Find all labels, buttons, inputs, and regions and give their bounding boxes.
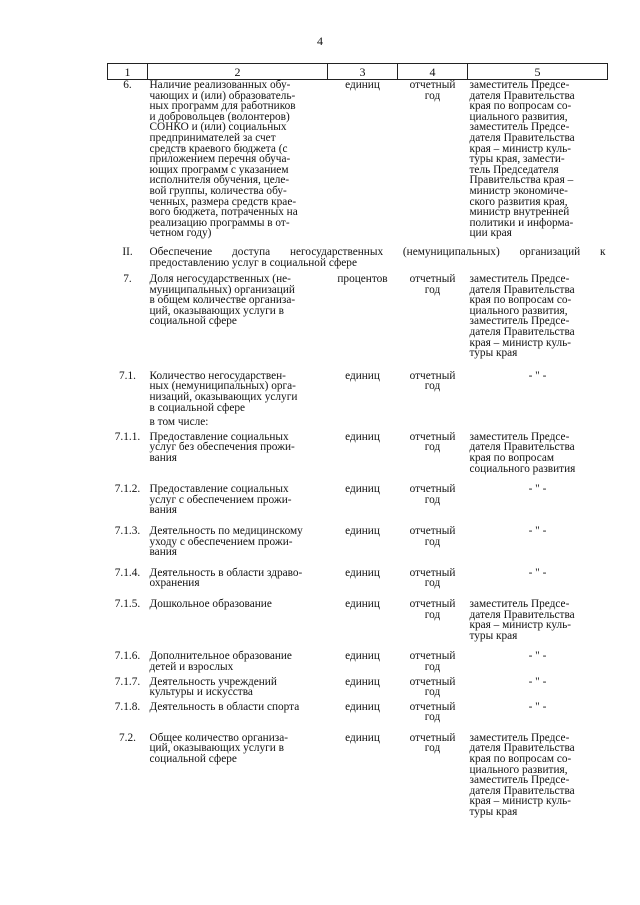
responsible-line: циального развития, [469, 110, 568, 123]
indicator-name-line: ций, оказывающих услуги в [149, 304, 284, 317]
period-line: год [424, 742, 441, 755]
responsible-line: циального развития, [469, 763, 568, 776]
period [398, 673, 468, 698]
responsible-line: края по вопросам со- [469, 753, 572, 766]
indicator-name-line: Дошкольное образование [149, 597, 272, 610]
responsible [468, 80, 608, 239]
period [398, 558, 468, 589]
indicator-name-line: Общее количество организа- [149, 731, 288, 744]
table-row [108, 428, 608, 474]
unit: единиц [345, 650, 380, 663]
indicator-name-line: и добровольцев (волонтеров) [149, 110, 290, 123]
indicator-name-line: ций, оказывающих услуги в [149, 742, 284, 755]
responsible-line: дателя Правительства [469, 283, 575, 296]
period [398, 268, 468, 359]
indicator-name-line: Деятельность учреждений [149, 675, 277, 688]
responsible-line: дателя Правительства [469, 89, 575, 102]
period-line: отчетный [409, 273, 456, 286]
responsible-line: туры края [469, 806, 518, 819]
indicator-name-line: Предоставление социальных [149, 483, 289, 496]
section-title [148, 239, 608, 268]
table-row [108, 268, 608, 359]
period [398, 428, 468, 474]
table-row [108, 589, 608, 641]
unit: единиц [345, 700, 380, 713]
row-number: 7.1.4. [114, 566, 141, 579]
period-line: отчетный [409, 650, 456, 663]
header-col-5: 5 [468, 64, 608, 80]
row-number: 7.1. [119, 369, 136, 382]
responsible-line: туры края, замести- [469, 153, 565, 166]
period-line: год [424, 89, 441, 102]
indicator-name-line: Предоставление социальных [149, 430, 289, 443]
ditto-mark: - " - [528, 524, 547, 537]
period [398, 359, 468, 413]
indicator-name-line: в общем количестве организа- [149, 294, 296, 307]
row-number: 7.1.5. [114, 597, 141, 610]
indicator-name [148, 428, 328, 474]
responsible-line: тель Председателя [469, 163, 559, 176]
indicator-name-line: социальной сфере [149, 753, 237, 766]
period-line: год [424, 711, 441, 724]
section-number: II. [122, 245, 133, 258]
period-line: отчетный [409, 483, 456, 496]
responsible [468, 723, 608, 818]
responsible-line: заместитель Предсе- [469, 121, 570, 134]
responsible-line: заместитель Предсе- [469, 315, 570, 328]
indicator-name-line: Деятельность по медицинскому [149, 524, 303, 537]
page-number: 4 [317, 34, 323, 48]
row-number: 7.1.2. [114, 483, 141, 496]
period [398, 641, 468, 672]
row-number: 7.2. [119, 731, 136, 744]
responsible-line: ции края [469, 227, 512, 240]
indicator-name [148, 589, 328, 641]
responsible-line: дателя Правительства [469, 784, 575, 797]
indicator-name-line: вой группы, количества обу- [149, 184, 287, 197]
responsible-line: края по вопросам со- [469, 100, 572, 113]
period-line: отчетный [409, 675, 456, 688]
unit: единиц [345, 675, 380, 688]
responsible-line: дателя Правительства [469, 742, 575, 755]
period [398, 589, 468, 641]
indicator-name [148, 641, 328, 672]
indicator-name-line: охранения [149, 577, 200, 590]
responsible-line: заместитель Предсе- [469, 731, 570, 744]
indicators-table [107, 63, 608, 818]
indicator-name-line: услуг без обеспечения прожи- [149, 441, 295, 454]
section-title-line: предоставлению услуг в социальной сфере [149, 256, 357, 269]
indicator-name [148, 474, 328, 516]
responsible-line: заместитель Предсе- [469, 597, 570, 610]
table-row [108, 698, 608, 723]
responsible-line: министр экономиче- [469, 184, 568, 197]
indicator-name [148, 698, 328, 723]
period-line: год [424, 380, 441, 393]
period-line: год [424, 686, 441, 699]
including-label: в том числе: [149, 416, 209, 429]
indicator-name-line: низаций, оказывающих услуги [149, 391, 298, 404]
row-number: 7.1.6. [114, 650, 141, 663]
indicator-name-line: культуры и искусства [149, 686, 253, 699]
responsible [468, 589, 608, 641]
period-line: отчетный [409, 430, 456, 443]
responsible-line: края – министр куль- [469, 336, 572, 349]
unit: единиц [345, 731, 380, 744]
period-line: год [424, 535, 441, 548]
indicator-name-line: Доля негосударственных (не- [149, 273, 291, 286]
period-line: отчетный [409, 597, 456, 610]
indicator-name-line: исполнителя обучения, целе- [149, 174, 290, 187]
period-line: отчетный [409, 700, 456, 713]
ditto-mark: - " - [528, 650, 547, 663]
table-body [108, 80, 608, 818]
responsible-line: заместитель Предсе- [469, 79, 570, 91]
indicator-name-line: СОНКО и (или) социальных [149, 121, 287, 134]
table-row [108, 558, 608, 589]
indicator-name-line: приложением перечня обуча- [149, 153, 291, 166]
indicator-name [148, 516, 328, 558]
responsible-line: социального развития [469, 462, 576, 475]
table-row [108, 413, 608, 428]
period-line: год [424, 577, 441, 590]
period [398, 516, 468, 558]
indicator-name-line: в социальной сфере [149, 401, 246, 414]
header-col-1: 1 [108, 64, 148, 80]
indicator-name-line: Деятельность в области спорта [149, 700, 300, 713]
header-col-4: 4 [398, 64, 468, 80]
indicator-name-line: ченных, размера средств крае- [149, 195, 297, 208]
indicator-name [148, 359, 328, 413]
responsible-line: дателя Правительства [469, 441, 575, 454]
responsible-line: циального развития, [469, 304, 568, 317]
indicator-name-line: ных (немуниципальных) орга- [149, 380, 296, 393]
table-row [108, 516, 608, 558]
period-line: отчетный [409, 566, 456, 579]
table-row [108, 359, 608, 413]
indicator-name [148, 723, 328, 818]
indicator-name-line: уходу с обеспечением прожи- [149, 535, 293, 548]
indicator-name-line: вания [149, 546, 177, 559]
responsible-line: заместитель Предсе- [469, 273, 570, 286]
indicator-name-line: вания [149, 504, 177, 517]
row-number: 7.1.1. [114, 430, 141, 443]
ditto-mark: - " - [528, 675, 547, 688]
period-line: отчетный [409, 369, 456, 382]
responsible-line: ского развития края, [469, 195, 568, 208]
period-line: отчетный [409, 731, 456, 744]
indicator-name [148, 80, 328, 239]
period-line: год [424, 493, 441, 506]
responsible-line: туры края [469, 347, 518, 360]
ditto-mark: - " - [528, 700, 547, 713]
empty-cell [108, 413, 148, 428]
header-row [108, 64, 608, 80]
indicator-name [148, 558, 328, 589]
responsible-line: заместитель Предсе- [469, 430, 570, 443]
period-line: год [424, 660, 441, 673]
responsible-line: министр внутренней [469, 206, 570, 219]
indicator-name-line: ющих программ с указанием [149, 163, 289, 176]
responsible-line: дателя Правительства [469, 131, 575, 144]
period [398, 723, 468, 818]
row-number: 7. [123, 273, 132, 286]
unit: единиц [345, 430, 380, 443]
indicator-name-line: реализацию программы в от- [149, 216, 290, 229]
table-row [108, 723, 608, 818]
period-line: отчетный [409, 79, 456, 91]
responsible-line: края – министр куль- [469, 142, 572, 155]
row-number: 7.1.7. [114, 675, 141, 688]
responsible-line: края – министр куль- [469, 795, 572, 808]
responsible-line: края по вопросам [469, 452, 555, 464]
period [398, 80, 468, 239]
responsible-line: туры края [469, 629, 518, 642]
table-row [108, 673, 608, 698]
indicator-name-line: Деятельность в области здраво- [149, 566, 303, 579]
period-line: год [424, 608, 441, 621]
indicator-name-line: вания [149, 452, 177, 464]
responsible-line: дателя Правительства [469, 608, 575, 621]
row-number: 7.1.8. [114, 700, 141, 713]
responsible-line: края – министр куль- [469, 619, 572, 632]
table-row [108, 641, 608, 672]
responsible-line: политики и информа- [469, 216, 574, 229]
indicator-name-line: социальной сфере [149, 315, 237, 328]
unit: единиц [345, 369, 380, 382]
unit: единиц [345, 524, 380, 537]
section-title-line: Обеспечение доступа негосударственных (немуниципальных) организаций к [149, 245, 606, 258]
responsible-line: Правительства края – [469, 174, 574, 187]
unit: единиц [345, 79, 380, 91]
period-line: год [424, 283, 441, 296]
period-line: отчетный [409, 524, 456, 537]
responsible [468, 428, 608, 474]
ditto-mark: - " - [528, 369, 547, 382]
indicator-name-line: Наличие реализованных обу- [149, 79, 291, 91]
unit: процентов [337, 273, 388, 286]
header-col-2: 2 [148, 64, 328, 80]
indicator-name-line: предпринимателей за счет [149, 131, 276, 144]
unit: единиц [345, 597, 380, 610]
table-row [108, 80, 608, 239]
indicator-name-line: Количество негосударствен- [149, 369, 286, 382]
indicator-name-line: чающих и (или) образователь- [149, 89, 296, 102]
table-row [108, 239, 608, 268]
indicator-name-line: услуг с обеспечением прожи- [149, 493, 292, 506]
unit: единиц [345, 566, 380, 579]
indicator-name-line: муниципальных) организаций [149, 283, 295, 296]
indicator-name-line: Дополнительное образование [149, 650, 292, 663]
ditto-mark: - " - [528, 566, 547, 579]
period [398, 698, 468, 723]
responsible-line: дателя Правительства [469, 326, 575, 339]
period [398, 474, 468, 516]
header-col-3: 3 [328, 64, 398, 80]
ditto-mark: - " - [528, 483, 547, 496]
indicator-name-line: детей и взрослых [149, 660, 234, 673]
responsible-line: края по вопросам со- [469, 294, 572, 307]
responsible [468, 268, 608, 359]
row-number: 7.1.3. [114, 524, 141, 537]
indicator-name [148, 673, 328, 698]
unit: единиц [345, 483, 380, 496]
table-row [108, 474, 608, 516]
period-line: год [424, 441, 441, 454]
indicator-name-line: четном году) [149, 227, 212, 240]
responsible-line: заместитель Предсе- [469, 774, 570, 787]
indicator-name-line: средств краевого бюджета (с [149, 142, 288, 155]
indicator-name-line: ных программ для работников [149, 100, 296, 113]
row-number: 6. [123, 79, 132, 91]
indicator-name-line: вого бюджета, потраченных на [149, 206, 298, 219]
indicator-name [148, 268, 328, 359]
